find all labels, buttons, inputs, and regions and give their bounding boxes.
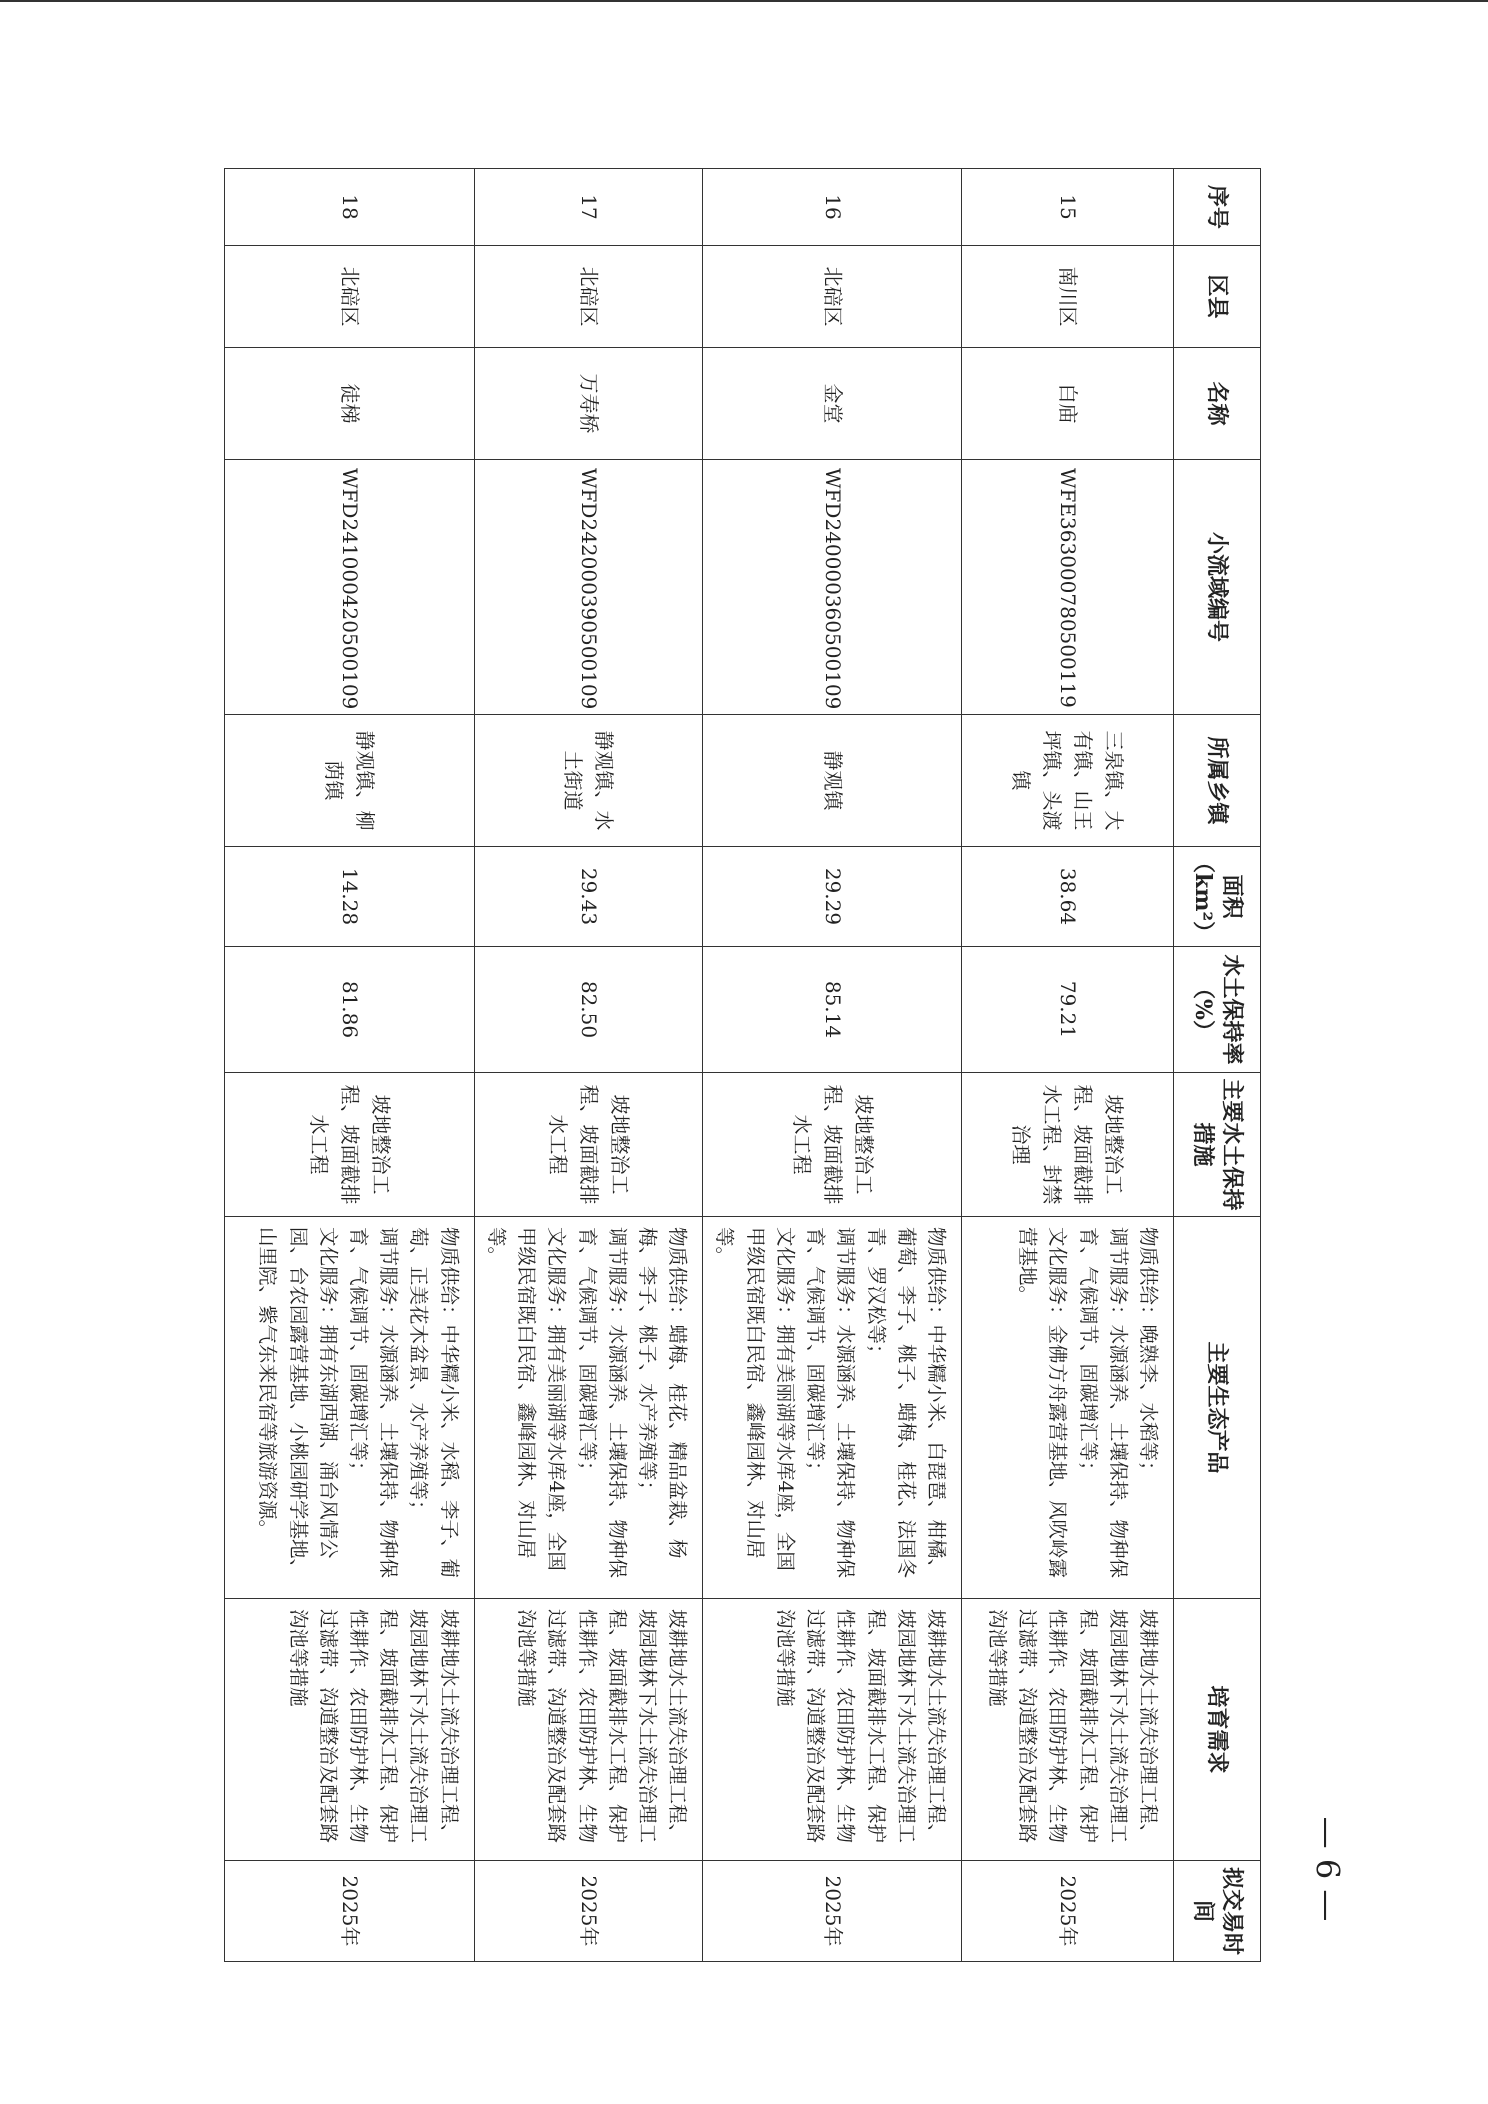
cell-measures: 坡地整治工程、坡面截排水工程 (474, 1073, 703, 1217)
cell-district: 南川区 (962, 246, 1174, 348)
product-line: 物质供给：晚熟李、水稻等； (1137, 1227, 1160, 1481)
cell-code: WFE363000780500119 (962, 460, 1174, 715)
product-line: 文化服务：拥有东湖西湖、涌台风情公园、台农园露营基地、小桃园研学基地、山里院、紫气东来民宿等旅游资源。 (256, 1227, 340, 1579)
table-row (962, 169, 1174, 1962)
cell-code: WFD241000420500109 (224, 460, 474, 715)
cell-name: 白庙 (962, 348, 1174, 460)
cell-district: 北碚区 (474, 246, 703, 348)
cell-measures: 坡地整治工程、坡面截排水工程 (703, 1073, 962, 1217)
cell-town: 静观镇、水土街道 (474, 715, 703, 847)
cell-rate: 79.21 (962, 947, 1174, 1073)
page-number: — 6 — (1308, 1816, 1347, 1922)
cell-town: 三泉镇、大有镇、山王坪镇、头渡镇 (962, 715, 1174, 847)
cell-town: 静观镇、柳荫镇 (224, 715, 474, 847)
cell-area: 14.28 (224, 847, 474, 947)
cell-needs: 坡耕地水土流失治理工程、坡园地林下水土流失治理工程、坡面截排水工程、保护性耕作、农田防护林、生物过滤带、沟道整治及配套路沟池等措施 (962, 1599, 1174, 1861)
header-name: 名称 (1174, 348, 1261, 460)
cell-name: 金堂 (703, 348, 962, 460)
cell-district: 北碚区 (224, 246, 474, 348)
cell-area: 29.29 (703, 847, 962, 947)
cell-products (224, 1217, 474, 1599)
header-area: 面积（km²） (1174, 847, 1261, 947)
header-products: 主要生态产品 (1174, 1217, 1261, 1599)
header-district: 区县 (1174, 246, 1261, 348)
cell-needs: 坡耕地水土流失治理工程、坡园地林下水土流失治理工程、坡面截排水工程、保护性耕作、农田防护林、生物过滤带、沟道整治及配套路沟池等措施 (703, 1599, 962, 1861)
product-line: 物质供给：中华糯小米、白琵琶、柑橘、葡萄、李子、桃子、蜡梅、桂花、法国冬青、罗汉松等； (864, 1227, 948, 1579)
top-border-rule (0, 0, 1488, 2)
product-line: 调节服务：水源涵养、土壤保持、物种保育、气候调节、固碳增汇等； (347, 1227, 401, 1579)
cell-time: 2025年 (224, 1861, 474, 1962)
cell-time: 2025年 (962, 1861, 1174, 1962)
cell-code: WFD240000360500109 (703, 460, 962, 715)
product-line: 调节服务：水源涵养、土壤保持、物种保育、气候调节、固碳增汇等； (575, 1227, 629, 1579)
product-line: 物质供给：中华糯小米、水稻、李子、葡萄、正美花木盆景、水产养殖等； (407, 1227, 461, 1579)
cell-no: 15 (962, 169, 1174, 246)
header-rate: 水土保持率（%） (1174, 947, 1261, 1073)
product-line: 调节服务：水源涵养、土壤保持、物种保育、气候调节、固碳增汇等； (804, 1227, 858, 1579)
cell-needs: 坡耕地水土流失治理工程、坡园地林下水土流失治理工程、坡面截排水工程、保护性耕作、农田防护林、生物过滤带、沟道整治及配套路沟池等措施 (224, 1599, 474, 1861)
cell-name: 徒梯 (224, 348, 474, 460)
cell-rate: 85.14 (703, 947, 962, 1073)
table-row (224, 169, 474, 1962)
product-line: 调节服务：水源涵养、土壤保持、物种保育、气候调节、固碳增汇等； (1076, 1227, 1130, 1579)
cell-area: 29.43 (474, 847, 703, 947)
header-measures: 主要水土保持措施 (1174, 1073, 1261, 1217)
table-row (474, 169, 703, 1962)
product-line: 文化服务：金佛方舟露营基地、风吹岭露营基地。 (1016, 1227, 1070, 1579)
cell-name: 万寿桥 (474, 348, 703, 460)
cell-no: 17 (474, 169, 703, 246)
cell-measures: 坡地整治工程、坡面截排水工程、封禁治理 (962, 1073, 1174, 1217)
cell-products (703, 1217, 962, 1599)
header-no: 序号 (1174, 169, 1261, 246)
product-line: 文化服务：拥有美丽湖等水库4座，全国甲级民宿既白民宿、鑫峰园林、对山居等。 (713, 1227, 797, 1571)
cell-needs: 坡耕地水土流失治理工程、坡园地林下水土流失治理工程、坡面截排水工程、保护性耕作、农田防护林、生物过滤带、沟道整治及配套路沟池等措施 (474, 1599, 703, 1861)
cell-rate: 82.50 (474, 947, 703, 1073)
watershed-table (224, 168, 1261, 1962)
cell-area: 38.64 (962, 847, 1174, 947)
cell-measures: 坡地整治工程、坡面截排水工程 (224, 1073, 474, 1217)
header-town: 所属乡镇 (1174, 715, 1261, 847)
header-needs: 培育需求 (1174, 1599, 1261, 1861)
cell-no: 16 (703, 169, 962, 246)
header-time: 拟交易时间 (1174, 1861, 1261, 1962)
header-code: 小流域编号 (1174, 460, 1261, 715)
cell-time: 2025年 (474, 1861, 703, 1962)
header-row (1174, 169, 1261, 1962)
cell-products (962, 1217, 1174, 1599)
cell-no: 18 (224, 169, 474, 246)
cell-time: 2025年 (703, 1861, 962, 1962)
product-line: 文化服务：拥有美丽湖等水库4座，全国甲级民宿既白民宿、鑫峰园林、对山居等。 (484, 1227, 569, 1571)
cell-code: WFD242000390500109 (474, 460, 703, 715)
rotated-table-wrapper (254, 168, 1261, 1955)
cell-products (474, 1217, 703, 1599)
cell-rate: 81.86 (224, 947, 474, 1073)
cell-town: 静观镇 (703, 715, 962, 847)
table-row (703, 169, 962, 1962)
product-line: 物质供给：蜡梅、桂花、精品盆栽、杨梅、李子、桃子、水产养殖等； (636, 1227, 690, 1559)
cell-district: 北碚区 (703, 246, 962, 348)
